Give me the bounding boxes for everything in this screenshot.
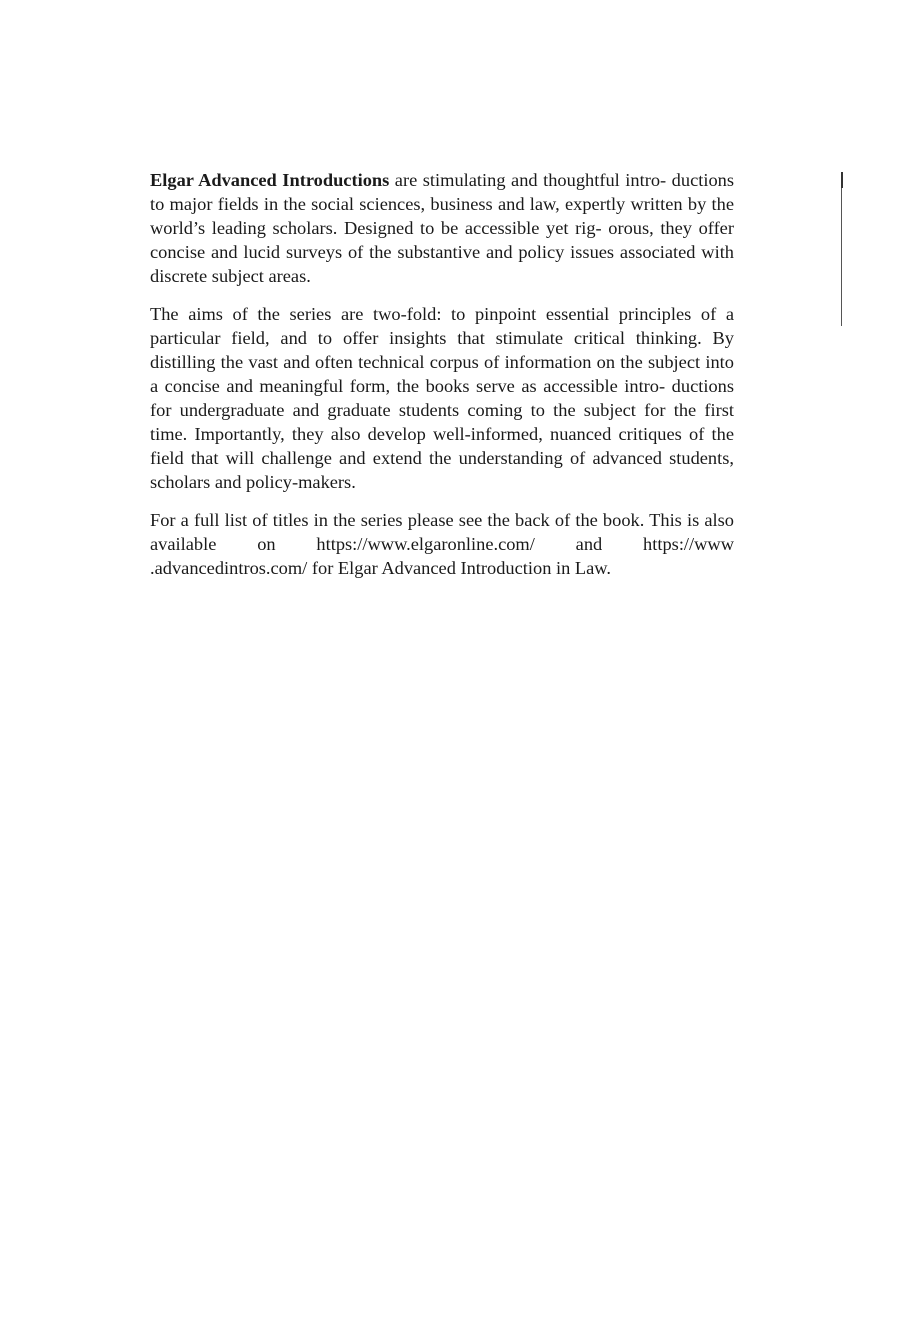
aims-paragraph (150, 302, 734, 494)
titles-line-1: For a full list of titles in the series please see the back of the book. (150, 510, 645, 530)
titles-paragraph (150, 508, 734, 580)
intro-line-1: are stimulating and thoughtful intro- (389, 170, 667, 190)
aims-line-7: critiques of the field that will challenge and extend the understanding of (150, 424, 734, 468)
intro-line-3: written by the world’s leading scholars. Designed to be accessible yet rig- (150, 194, 734, 238)
aims-line-1: The aims of the series are two-fold: to pinpoint essential principles of (150, 304, 717, 324)
intro-line-2: ductions to major fields in the social sciences, business and law, expertly (150, 170, 734, 214)
aims-line-5: ductions for undergraduate and graduate students coming to the subject (150, 376, 734, 420)
margin-rule-tick (841, 172, 843, 188)
series-name: Elgar Advanced Introductions (150, 170, 390, 190)
margin-rule (841, 172, 842, 326)
aims-line-2: a particular field, and to offer insights that stimulate critical thinking. By (150, 304, 734, 348)
intro-line-5: issues associated with discrete subject areas. (150, 242, 734, 286)
intro-paragraph (150, 168, 734, 288)
aims-line-6: for the first time. Importantly, they also develop well-informed, nuanced (150, 400, 734, 444)
intro-line-4: orous, they offer concise and lucid surveys of the substantive and policy (150, 218, 734, 262)
titles-line-3: .advancedintros.com/ for Elgar Advanced Introduction in Law. (150, 558, 611, 578)
series-description (150, 168, 734, 594)
aims-line-3: distilling the vast and often technical corpus of information on the subject (150, 352, 701, 372)
aims-line-8: advanced students, scholars and policy-makers. (150, 448, 734, 492)
aims-line-4: into a concise and meaningful form, the books serve as accessible intro- (150, 352, 734, 396)
titles-line-2: This is also available on https://www.elgaronline.com/ and https://www (150, 510, 735, 554)
